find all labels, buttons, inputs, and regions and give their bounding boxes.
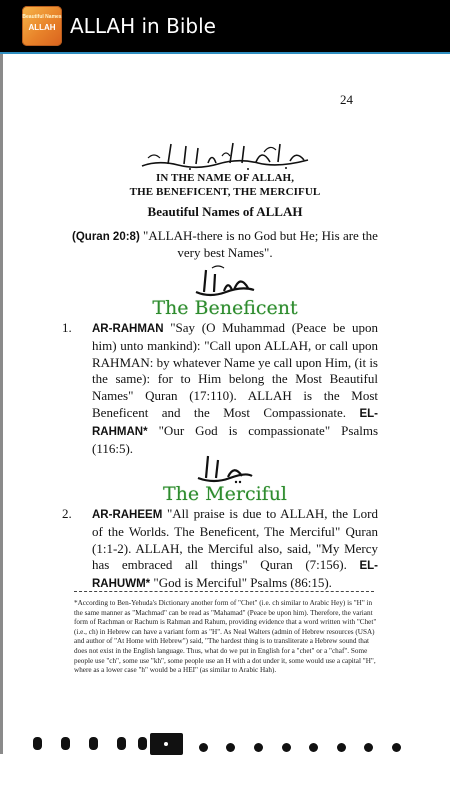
- entry-alt-name: EL-RAHMAN*: [92, 407, 378, 438]
- page-indicator-14[interactable]: [392, 743, 401, 752]
- entry-alt-name: EL-RAHUWM*: [92, 560, 378, 591]
- app-icon-caption: Beautiful Names: [22, 14, 62, 20]
- page-indicator-12[interactable]: [337, 743, 346, 752]
- bottom-area: [0, 754, 450, 800]
- bismillah-calligraphy: [138, 138, 312, 172]
- entry-alt-text: "God is Merciful" Psalms (86:15).: [153, 575, 332, 591]
- page-edge: [0, 54, 3, 754]
- quran-text: "ALLAH-there is no God but He; His are the very best Names".: [143, 228, 378, 260]
- app-icon-label: ALLAH: [28, 23, 56, 32]
- name-entry-1: [62, 320, 378, 457]
- page-indicator-7[interactable]: [199, 743, 208, 752]
- footnote: *According to Ben-Yehuda's Dictionary another form of "Chet" (i.e. ch similar to Arabic Hey) is "H" in the same manner as "Machmad" can be read as "Mahamad" (Peace be upon him). Therefore, the variant form of Rachman or Rachum is Rahman and Rahum, providing evidence that a word written with "Chet" (i.e., ch) in Hebrew can have a variant form as "H". As Neal Walters (admin of Hebrew resources (USA) and author of "At Home with Hebrew") said, "The hardest thing is to transliterate a Hebrew sound that does not exist in the English language. Thus, what do we put in English for a "chet" or a "chaf". Some people use "ch", some use "kh", some people use an H with a dot under it, some would use a capital "H", where as a lower case "h" would be a HEI" (as similar to Arabic Hah).: [74, 599, 377, 675]
- page-indicator-10[interactable]: [282, 743, 291, 752]
- page-indicator-11[interactable]: [309, 743, 318, 752]
- app-title: ALLAH in Bible: [70, 14, 216, 38]
- page-indicator-13[interactable]: [364, 743, 373, 752]
- page-number: 24: [340, 92, 353, 107]
- ar-rahman-calligraphy: [190, 262, 260, 300]
- entry-number: 2.: [62, 506, 72, 521]
- names-title: Beautiful Names of ALLAH: [147, 204, 303, 219]
- page-indicator-4[interactable]: [117, 737, 126, 750]
- footnote-divider: [74, 591, 374, 592]
- page-indicator-5[interactable]: [138, 737, 147, 750]
- page-indicator-9[interactable]: [254, 743, 263, 752]
- name-entry-2: [62, 506, 378, 593]
- current-page-dot: [164, 742, 168, 746]
- header-line-1: IN THE NAME OF ALLAH,: [155, 172, 295, 184]
- page-indicator-1[interactable]: [33, 737, 42, 750]
- entry-name: AR-RAHEEM: [92, 509, 163, 521]
- app-icon[interactable]: [22, 6, 62, 46]
- app-bar: [0, 0, 450, 52]
- page-indicator-8[interactable]: [226, 743, 235, 752]
- section-title-merciful: The Merciful: [162, 483, 288, 505]
- quran-quote: [70, 228, 380, 261]
- ar-raheem-calligraphy: [192, 450, 258, 486]
- entry-name: AR-RAHMAN: [92, 323, 164, 335]
- entry-alt-text: "Our God is compassionate" Psalms (116:5).: [92, 422, 379, 456]
- page-indicator-2[interactable]: [61, 737, 70, 750]
- entry-number: 1.: [62, 320, 72, 335]
- page-indicator-3[interactable]: [89, 737, 98, 750]
- section-title-beneficent: The Beneficent: [152, 297, 298, 319]
- quran-reference: (Quran 20:8): [72, 231, 140, 243]
- entry-text: "All praise is due to ALLAH, the Lord of the Worlds. The Beneficent, The Merciful" Quran (1:1-2). ALLAH, the Merciful also, said, "My Mercy has embraced all things" Quran (7:156).: [92, 506, 378, 573]
- header-line-2: THE BENEFICENT, THE MERCIFUL: [129, 186, 321, 198]
- page-indicator-current[interactable]: [150, 733, 183, 755]
- entry-text: "Say (O Muhammad (Peace be upon him) unto mankind): "Call upon ALLAH, or call upon RAHMAN: by whatever Name ye call upon Him, (it is the same): for to Him belong the Most Beautiful Names" Quran (17:110). ALLAH is the Most Beneficent and the Most Compassionate.: [92, 320, 378, 420]
